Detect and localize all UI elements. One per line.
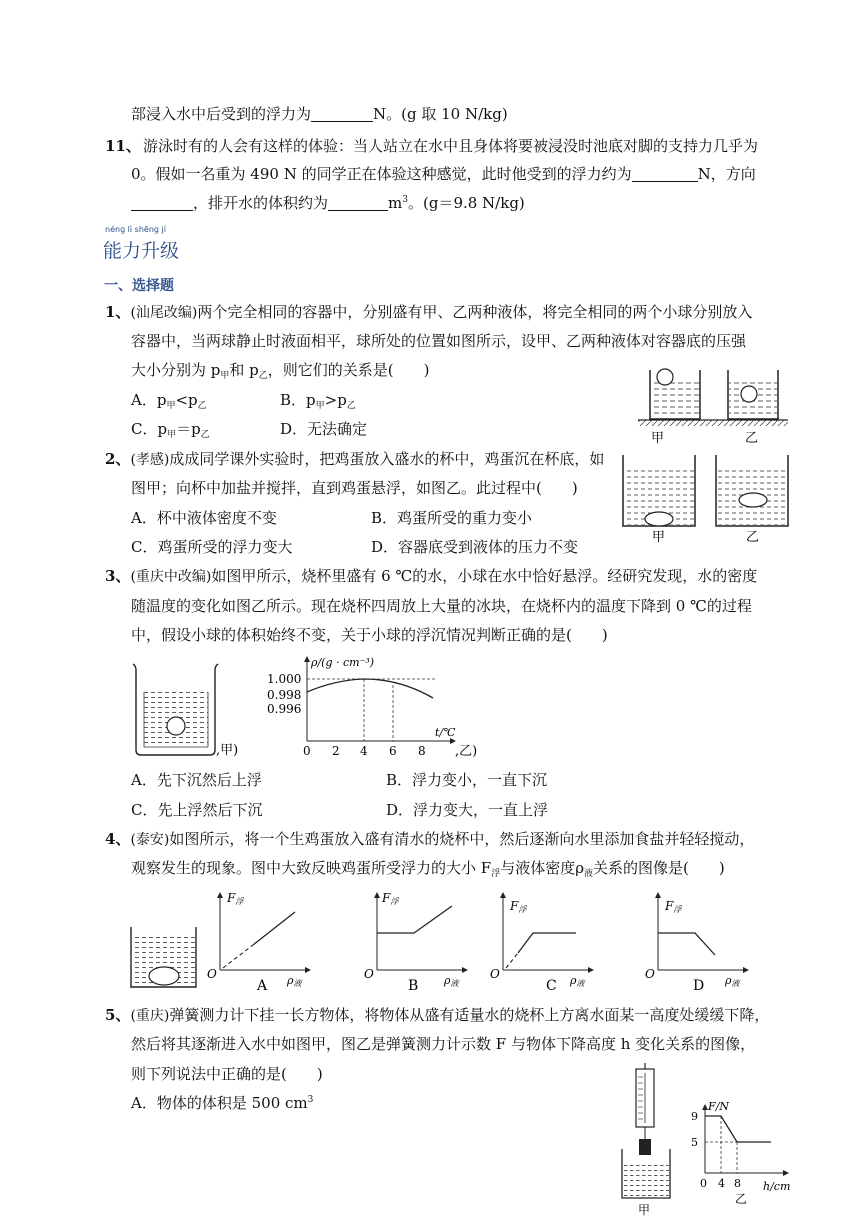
option-text: >p	[324, 391, 347, 409]
q11-text: N，方向	[697, 165, 756, 183]
q5-line3: 则下列说法中正确的是( )	[131, 1065, 323, 1083]
q2-number: 2、	[105, 450, 131, 468]
q5-apparatus-figure	[618, 1063, 678, 1216]
q4-graph-b	[362, 890, 472, 992]
graph-line	[377, 906, 452, 933]
q3-option-d[interactable]: D．浮力变大，一直上浮	[386, 801, 549, 819]
q1-source: (汕尾改编)	[130, 305, 198, 321]
q5-number: 5、	[105, 1006, 131, 1024]
graph-label-a: A	[257, 978, 268, 992]
x-tick-label: 4	[360, 744, 368, 758]
answer-blank[interactable]	[632, 167, 698, 182]
q3-option-c[interactable]: C．先上浮然后下沉	[131, 801, 263, 819]
q4-source: (泰安)	[130, 832, 170, 848]
graph-line	[506, 953, 518, 968]
q1-option-c[interactable]	[131, 422, 210, 440]
q3-text: 如图甲所示，烧杯里盛有 6 ℃的水，小球在水中恰好悬浮。经研究发现，水的密度	[211, 567, 758, 585]
q4-text: 与液体密度ρ	[500, 859, 585, 877]
q11-text: 。(g＝9.8 N/kg)	[407, 194, 525, 212]
q1-option-a[interactable]	[131, 393, 207, 411]
q4-number: 4、	[105, 830, 131, 848]
q3-line3: 中，假设小球的体积始终不变，关于小球的浮沉情况判断正确的是( )	[131, 626, 608, 644]
x-tick-label: 0	[303, 744, 311, 758]
q1-option-b[interactable]	[280, 393, 356, 411]
density-curve	[307, 679, 433, 698]
table-surface	[638, 420, 788, 426]
y-tick-label: 9	[691, 1110, 698, 1123]
graph-line	[253, 912, 295, 945]
x-tick-label: 8	[734, 1177, 741, 1190]
y-tick-label: 0.998	[267, 688, 302, 702]
svg-text:F浮: F浮	[227, 891, 244, 906]
y-axis-label: ρ/(g · cm⁻³)	[311, 656, 375, 669]
subscript: 浮	[491, 869, 501, 879]
option-text: C．p	[131, 420, 168, 438]
svg-text:ρ液: ρ液	[570, 974, 585, 988]
q1-line2: 容器中，当两球静止时液面相平，球所处的位置如图所示，设甲、乙两种液体对容器底的压强	[131, 332, 747, 350]
superscript: 3	[402, 195, 408, 205]
option-text: ＝p	[176, 420, 201, 438]
y-tick-label: 5	[691, 1136, 698, 1149]
answer-blank[interactable]	[131, 196, 193, 211]
force-curve	[705, 1116, 771, 1142]
svg-text:ρ液: ρ液	[444, 974, 459, 988]
egg	[149, 967, 179, 985]
q4-graph-a	[205, 890, 315, 992]
q11-line1: 游泳时有的人会有这样的体验：当人站立在水中且身体将要被浸没时池底对脚的支持力几乎为	[143, 137, 759, 155]
q4-text: 观察发生的现象。图中大致反映鸡蛋所受浮力的大小 F	[131, 859, 492, 877]
q5-line1	[105, 1008, 769, 1023]
q3-source: (重庆中改编)	[130, 569, 212, 585]
q3-option-b[interactable]: B．浮力变小，一直下沉	[386, 771, 548, 789]
graph-line	[223, 945, 253, 968]
q11-line3	[131, 196, 525, 211]
answer-blank[interactable]	[311, 107, 373, 122]
section-subtitle: 一、选择题	[104, 278, 174, 294]
q2-option-b[interactable]: B．鸡蛋所受的重力变小	[371, 509, 533, 527]
svg-text:F浮: F浮	[382, 891, 399, 906]
svg-text:O: O	[364, 967, 374, 981]
q11-text: ，排开水的体积约为	[193, 194, 329, 212]
fig-label-jia: 甲	[651, 431, 665, 446]
q5-source: (重庆)	[130, 1008, 170, 1024]
svg-text:O: O	[490, 967, 500, 981]
q3-number: 3、	[105, 567, 131, 585]
subscript: 乙	[346, 401, 356, 411]
q1-text: ，则它们的关系是( )	[267, 361, 430, 379]
option-text: B．p	[280, 391, 316, 409]
graph-label-d: D	[693, 978, 705, 992]
fig-label-jia: 甲	[652, 530, 666, 545]
container-jia	[650, 369, 700, 419]
q2-source: (孝感)	[130, 452, 170, 468]
q2-option-a[interactable]: A．杯中液体密度不变	[131, 509, 277, 527]
ball	[741, 386, 757, 402]
subscript: 乙	[200, 430, 210, 440]
x-tick-label: 8	[418, 744, 426, 758]
graph-line	[518, 933, 576, 953]
x-axis-label: t/℃	[435, 726, 456, 739]
subscript: 甲	[166, 401, 176, 411]
q1-text: 两个完全相同的容器中，分别盛有甲、乙两种液体，将完全相同的两个小球分别放入	[197, 303, 753, 321]
svg-text:O: O	[207, 967, 217, 981]
subscript: 液	[584, 869, 594, 879]
q10-text-end: N。(g 取 10 N/kg)	[373, 105, 508, 123]
x-tick-label: 6	[389, 744, 397, 758]
q1-text: 大小分别为 p	[131, 361, 221, 379]
q2-line2: 图甲；向杯中加盐并搅拌，直到鸡蛋悬浮，如图乙。此过程中( )	[131, 479, 578, 497]
q11-number: 11、	[105, 137, 141, 155]
fig-label-jia: ,甲)	[216, 743, 239, 758]
graph-label-c: C	[546, 978, 557, 992]
q10-tail-line	[131, 107, 508, 122]
option-text: A．p	[131, 391, 167, 409]
q4-text: 关系的图像是( )	[593, 859, 725, 877]
svg-text:ρ液: ρ液	[725, 974, 740, 988]
q1-line1	[105, 305, 752, 320]
q2-option-d[interactable]: D．容器底受到液体的压力不变	[371, 538, 579, 556]
q3-beaker-figure	[130, 660, 240, 760]
ball	[167, 717, 185, 735]
q5-text: 弹簧测力计下挂一长方物体，将物体从盛有适量水的烧杯上方离水面某一高度处缓缓下降，	[169, 1006, 770, 1024]
q3-line2: 随温度的变化如图乙所示。现在烧杯四周放上大量的冰块，在烧杯内的温度下降到 0 ℃的过程	[131, 597, 752, 615]
fig-label-jia: 甲	[638, 1203, 651, 1216]
q4-text: 如图所示，将一个生鸡蛋放入盛有清水的烧杯中，然后逐渐向水里添加食盐并轻轻搅动，	[169, 830, 755, 848]
egg	[645, 512, 673, 526]
svg-text:ρ液: ρ液	[287, 974, 302, 988]
q5-line2: 然后将其逐渐进入水中如图甲，图乙是弹簧测力计示数 F 与物体下降高度 h 变化关系的图像，	[131, 1035, 756, 1053]
y-axis-label: F/N	[708, 1100, 729, 1113]
ball	[657, 369, 673, 385]
option-text: <p	[175, 391, 198, 409]
subscript: 甲	[315, 401, 325, 411]
cup-jia	[623, 455, 695, 526]
graph-line	[658, 933, 715, 955]
graph-label-b: B	[408, 978, 419, 992]
q4-line1	[105, 832, 754, 847]
q3-option-a[interactable]: A．先下沉然后上浮	[131, 771, 262, 789]
q2-line1	[105, 452, 604, 467]
q1-figure	[638, 362, 788, 452]
egg	[739, 493, 767, 507]
q2-text: 成成同学课外实验时，把鸡蛋放入盛水的杯中，鸡蛋沉在杯底，如	[169, 450, 605, 468]
q4-line2	[131, 861, 725, 879]
fig-label-yi: 乙	[746, 530, 760, 545]
q4-graph-d	[643, 890, 753, 992]
fig-label-yi: 乙	[745, 431, 759, 446]
q10-text: 部浸入水中后受到的浮力为	[131, 105, 312, 123]
subscript: 乙	[258, 371, 268, 381]
q4-graph-c	[488, 890, 598, 992]
q1-text: 和 p	[229, 361, 259, 379]
fig-label-yi: ,乙)	[455, 744, 478, 759]
container-yi	[728, 370, 778, 419]
q2-figure	[620, 450, 800, 545]
q1-number: 1、	[105, 303, 131, 321]
answer-blank[interactable]	[328, 196, 388, 211]
q1-option-d[interactable]: D．无法确定	[280, 420, 368, 438]
q5-option-a[interactable]	[131, 1096, 313, 1111]
x-tick-label: 4	[718, 1177, 725, 1190]
q4-beaker-figure	[128, 925, 200, 991]
svg-text:F浮: F浮	[510, 899, 527, 914]
q5-force-graph	[683, 1098, 793, 1216]
svg-text:O: O	[645, 967, 655, 981]
option-text: A．物体的体积是 500 cm	[131, 1094, 308, 1112]
cup-yi	[716, 455, 788, 526]
q3-density-graph	[265, 653, 495, 761]
subscript: 甲	[220, 371, 230, 381]
q11-text: 0。假如一名重为 490 N 的同学正在体验这种感觉，此时他受到的浮力约为	[131, 165, 632, 183]
section-pinyin: nénɡ lì shēnɡ jí	[105, 225, 166, 234]
y-tick-label: 0.996	[267, 702, 302, 716]
superscript: 3	[307, 1095, 314, 1105]
subscript: 甲	[167, 430, 177, 440]
q11-text: m	[388, 194, 403, 212]
x-axis-label: h/cm	[763, 1180, 791, 1193]
fig-label-yi: 乙	[735, 1192, 748, 1206]
q1-line3	[131, 363, 430, 381]
q11-line2	[131, 167, 756, 182]
block-object	[639, 1139, 651, 1155]
y-tick-label: 1.000	[267, 672, 302, 686]
x-tick-label: 2	[332, 744, 340, 758]
subscript: 乙	[197, 401, 207, 411]
water	[623, 1161, 669, 1197]
svg-text:F浮: F浮	[665, 899, 682, 914]
q2-option-c[interactable]: C．鸡蛋所受的浮力变大	[131, 538, 293, 556]
section-title: 能力升级	[103, 240, 180, 262]
x-tick-label: 0	[700, 1177, 707, 1190]
q3-line1	[105, 569, 757, 584]
